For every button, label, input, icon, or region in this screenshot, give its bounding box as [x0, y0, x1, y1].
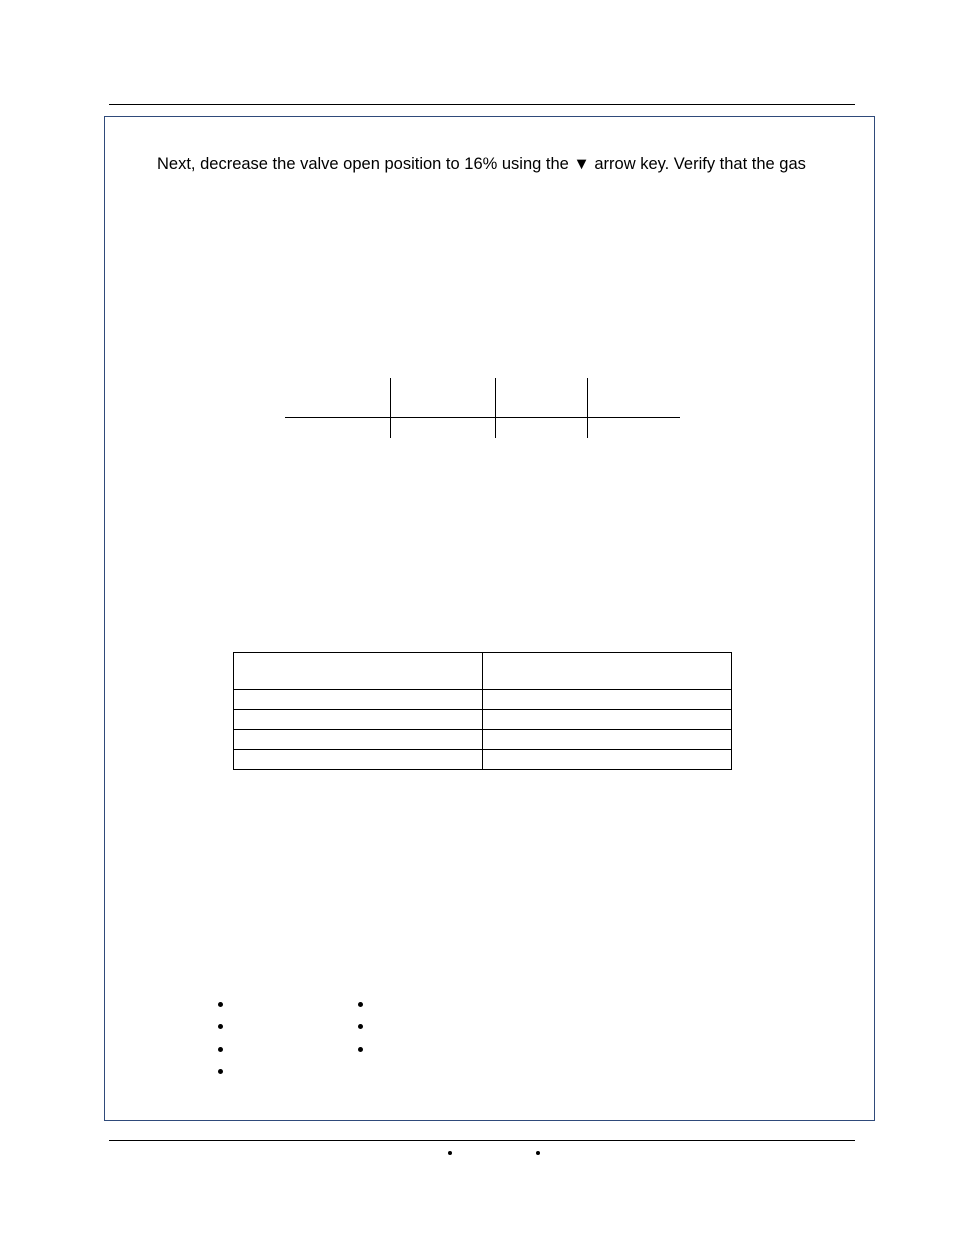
- bullet-icon: [218, 1002, 223, 1007]
- footer-dot-icon: [536, 1151, 540, 1155]
- header-rule: [109, 104, 855, 105]
- table-cell: [234, 750, 483, 770]
- table-header-cell: [234, 653, 483, 690]
- table-cell: [483, 750, 732, 770]
- table-header-cell: [483, 653, 732, 690]
- table-row: [234, 750, 732, 770]
- table-cell: [234, 710, 483, 730]
- bullet-icon: [358, 1002, 363, 1007]
- grid-horizontal-line: [285, 417, 680, 418]
- table-cell: [234, 730, 483, 750]
- table-header-row: [234, 653, 732, 690]
- bullet-icon: [218, 1024, 223, 1029]
- bullet-icon: [218, 1047, 223, 1052]
- table-cell: [483, 690, 732, 710]
- bullet-icon: [218, 1069, 223, 1074]
- table-row: [234, 730, 732, 750]
- bullet-icon: [358, 1047, 363, 1052]
- data-table: [233, 652, 732, 770]
- grid-vertical-line: [495, 378, 496, 438]
- table-cell: [483, 710, 732, 730]
- table-cell: [234, 690, 483, 710]
- table-cell: [483, 730, 732, 750]
- footer-dot-icon: [448, 1151, 452, 1155]
- content-frame: [104, 116, 875, 1121]
- grid-vertical-line: [587, 378, 588, 438]
- grid-vertical-line: [390, 378, 391, 438]
- table-row: [234, 710, 732, 730]
- table-row: [234, 690, 732, 710]
- instruction-text: Next, decrease the valve open position to 16% using the ▼ arrow key. Verify that the gas: [157, 155, 806, 173]
- footer-rule: [109, 1140, 855, 1141]
- bullet-icon: [358, 1024, 363, 1029]
